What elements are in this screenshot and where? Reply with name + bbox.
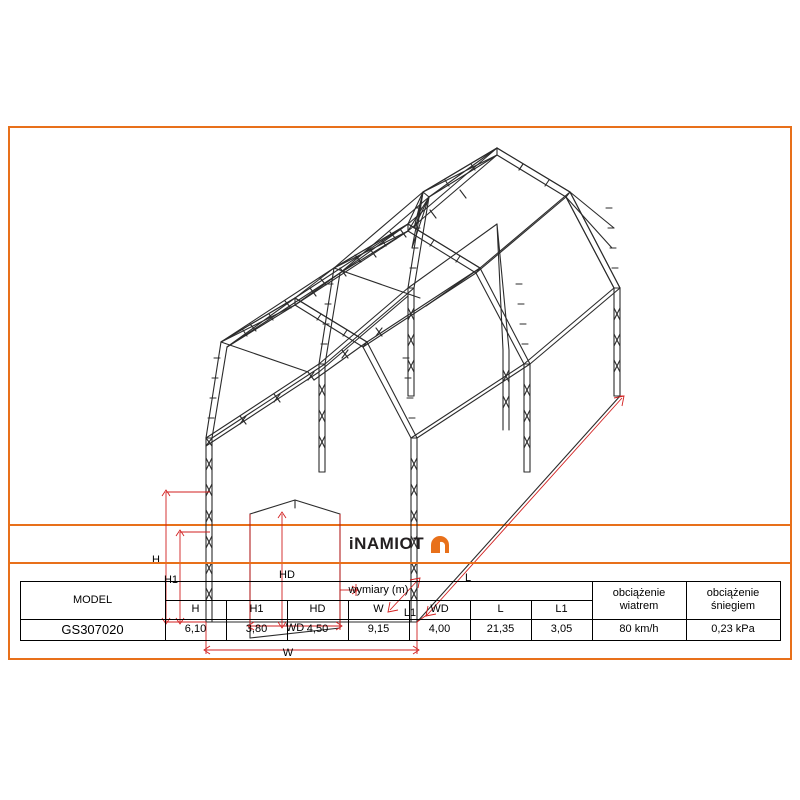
cell-L1: 3,05 xyxy=(531,619,592,640)
tent-arch-icon xyxy=(429,534,451,554)
brand-logo xyxy=(349,534,451,554)
dimension-label-L1: L1 xyxy=(403,607,417,619)
table-row xyxy=(20,619,780,640)
dim-header-HD: HD xyxy=(287,600,348,619)
dimension-label-H1: H1 xyxy=(163,574,179,586)
cell-W: 9,15 xyxy=(348,619,409,640)
header-dimensions: wymiary (m) xyxy=(165,582,592,601)
product-spec-card xyxy=(8,126,792,660)
header-model: MODEL xyxy=(20,582,165,620)
header-wind-load xyxy=(592,582,686,620)
cell-H1: 3,80 xyxy=(226,619,287,640)
cell-WD: 4,00 xyxy=(409,619,470,640)
header-snow-load xyxy=(686,582,780,620)
dim-header-H1: H1 xyxy=(226,600,287,619)
cell-snow-load: 0,23 kPa xyxy=(686,619,780,640)
brand-bar xyxy=(10,526,790,564)
cell-L: 21,35 xyxy=(470,619,531,640)
dimension-label-WD: WD xyxy=(285,622,305,634)
dimension-label-HD: HD xyxy=(279,569,295,581)
brand-name: iNAMIOT xyxy=(348,534,425,553)
dim-header-WD: WD xyxy=(409,600,470,619)
dim-header-L: L xyxy=(470,600,531,619)
dim-header-H: H xyxy=(165,600,226,619)
cell-model: GS307020 xyxy=(20,619,165,640)
dim-header-L1: L1 xyxy=(531,600,592,619)
dimension-label-L: L xyxy=(464,572,472,584)
cell-HD: 4,50 xyxy=(287,619,348,640)
header-wind-load-line1: obciążenie xyxy=(612,586,666,599)
spec-table xyxy=(20,581,781,641)
header-snow-load-line1: obciążenie xyxy=(706,586,760,599)
dimension-label-W: W xyxy=(282,647,294,659)
table-header-row xyxy=(20,582,780,601)
dimension-label-H: H xyxy=(152,554,160,566)
dim-header-W: W xyxy=(348,600,409,619)
header-snow-load-line2: śniegiem xyxy=(710,600,756,613)
spec-table-area xyxy=(10,564,790,658)
cell-H: 6,10 xyxy=(165,619,226,640)
cell-wind-load: 80 km/h xyxy=(592,619,686,640)
header-wind-load-line2: wiatrem xyxy=(619,600,659,613)
